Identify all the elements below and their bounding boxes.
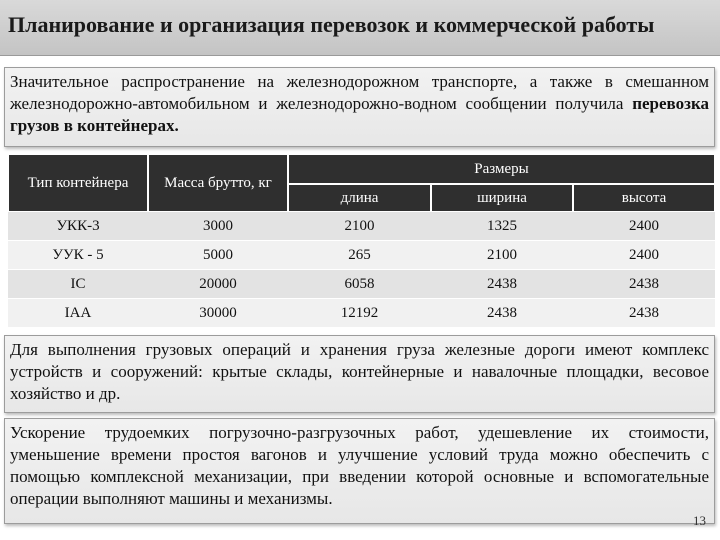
page-number: 13: [693, 513, 706, 528]
cell-type: УКК-3: [8, 212, 148, 241]
table-row: [8, 299, 715, 328]
cell-width: 2100: [431, 241, 573, 270]
intro-bold-text: перевозка грузов в контейнерах.: [10, 94, 709, 135]
cell-height: 2400: [573, 241, 715, 270]
header-container-type: Тип контейнера: [8, 154, 148, 212]
intro-text-box: [4, 67, 715, 147]
table-row: [8, 241, 715, 270]
header-width: ширина: [431, 184, 573, 212]
cell-width: 1325: [431, 212, 573, 241]
cell-mass: 3000: [148, 212, 288, 241]
table-row: [8, 212, 715, 241]
container-table: [8, 154, 715, 328]
cell-width: 2438: [431, 270, 573, 299]
cell-mass: 20000: [148, 270, 288, 299]
cell-height: 2438: [573, 299, 715, 328]
table-row: [8, 270, 715, 299]
cell-length: 6058: [288, 270, 431, 299]
mechanization-text: Ускорение трудоемких погрузочно-разгрузочных работ, удешевление их стоимости, уменьшение времени простоя вагонов и улучшение условий труда можно обеспечить с помощью комплексной механизации, при введении которой основные и вспомогательные операции выполняют машины и механизмы.: [10, 423, 709, 508]
cell-height: 2438: [573, 270, 715, 299]
intro-text: Значительное распространение на железнодорожном транспорте, а также в смешанном железнодорожно-автомобильном и железнодорожно-водном сообщении получила: [10, 72, 709, 113]
cell-height: 2400: [573, 212, 715, 241]
mechanization-text-box: [4, 418, 715, 524]
cell-length: 12192: [288, 299, 431, 328]
cell-mass: 5000: [148, 241, 288, 270]
cell-length: 265: [288, 241, 431, 270]
slide-title: Планирование и организация перевозок и коммерческой работы: [0, 0, 720, 56]
header-height: высота: [573, 184, 715, 212]
cell-length: 2100: [288, 212, 431, 241]
facilities-text-box: [4, 335, 715, 413]
header-dimensions: Размеры: [288, 154, 715, 184]
header-gross-mass: Масса брутто, кг: [148, 154, 288, 212]
cell-type: IAA: [8, 299, 148, 328]
facilities-text: Для выполнения грузовых операций и хранения груза железные дороги имеют комплекс устройств и сооружений: крытые склады, контейнерные и навалочные площадки, весовое хозяйство и др.: [10, 340, 709, 403]
cell-width: 2438: [431, 299, 573, 328]
cell-type: УУК - 5: [8, 241, 148, 270]
cell-type: IC: [8, 270, 148, 299]
cell-mass: 30000: [148, 299, 288, 328]
header-length: длина: [288, 184, 431, 212]
